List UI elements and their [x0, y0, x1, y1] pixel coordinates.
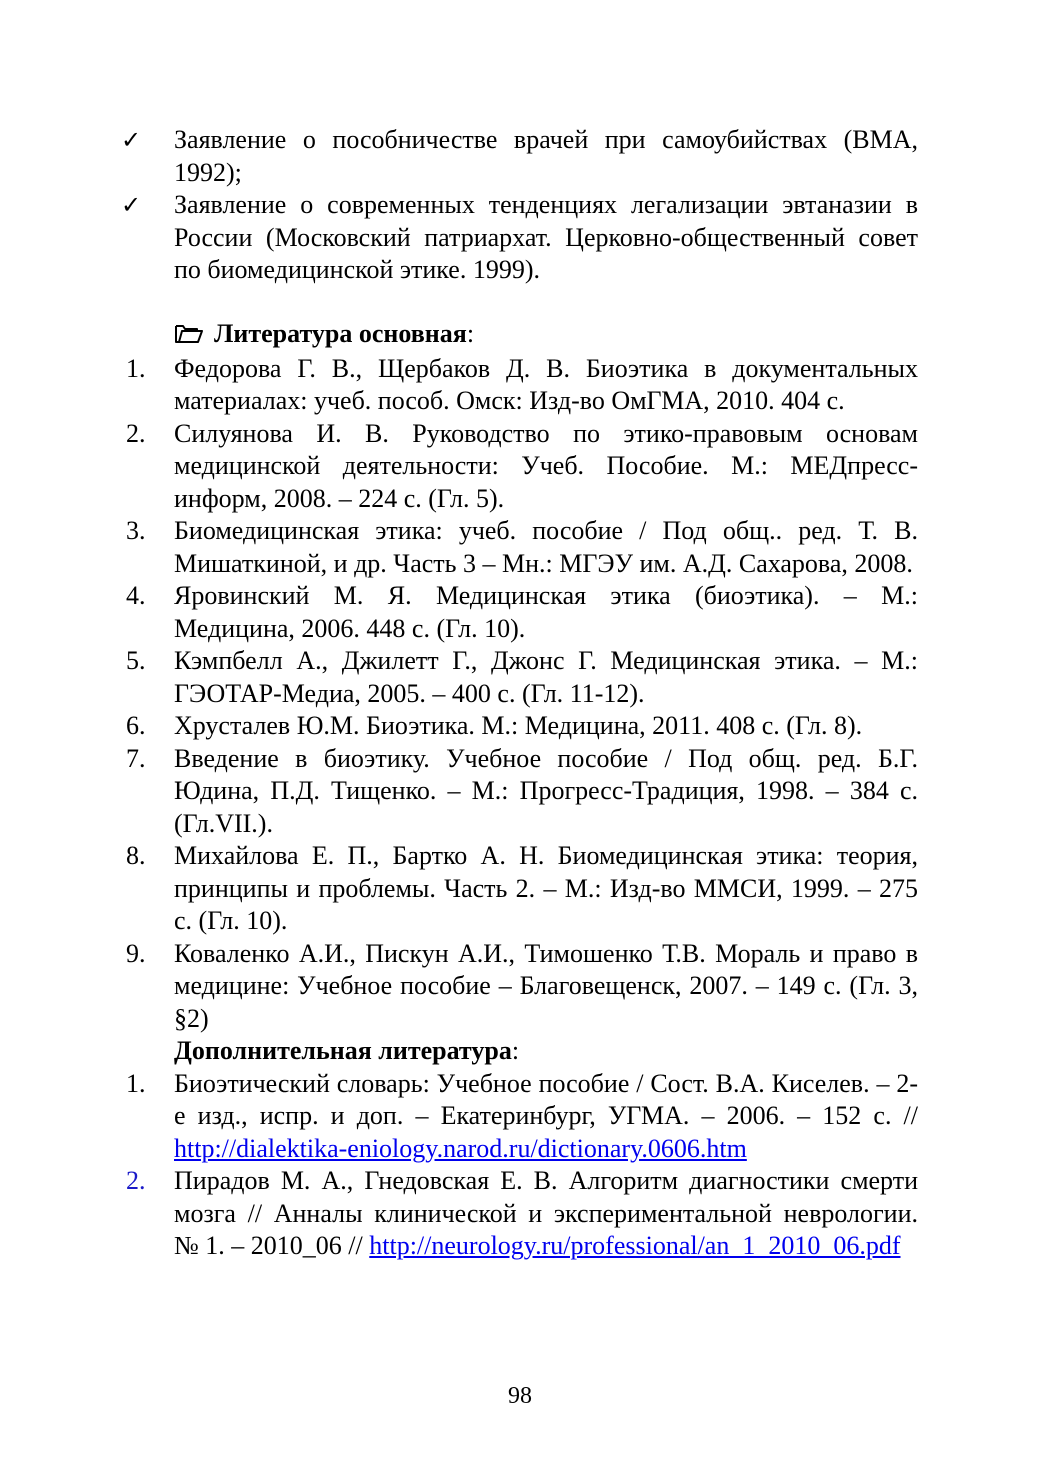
- list-item: [126, 418, 918, 516]
- dictionary-link[interactable]: http://dialektika-eniology.narod.ru/dictionary.0606.htm: [174, 1133, 747, 1163]
- list-number: 5.: [126, 646, 146, 675]
- list-item-text: Биомедицинская этика: учеб. пособие / Под общ.. ред. Т. В. Мишаткиной, и др. Часть 3 – Мн.: МГЭУ им. А.Д. Сахарова, 2008.: [174, 516, 918, 578]
- list-item-text: Коваленко А.И., Пискун А.И., Тимошенко Т.В. Мораль и право в медицине: Учебное пособие – Благовещенск, 2007. – 149 с. (Гл. 3, §2): [174, 938, 918, 1033]
- page-number: 98: [508, 1383, 532, 1409]
- additional-literature-heading: [126, 1035, 918, 1068]
- list-item: [126, 1165, 918, 1263]
- list-number: 4.: [126, 581, 146, 610]
- list-number: 2.: [126, 418, 146, 448]
- list-item: [126, 645, 918, 710]
- list-number: 9.: [126, 938, 146, 968]
- checklist-item-text: Заявление о современных тенденциях легализации эвтаназии в России (Московский патриархат. Церковно-общественный совет по биомедицинской этике. 1999).: [174, 190, 918, 284]
- checklist-item: [121, 189, 918, 287]
- list-item-text: Михайлова Е. П., Бартко А. Н. Биомедицинская этика: теория, принципы и проблемы. Часть 2. – М.: Изд-во ММСИ, 1999. – 275 с. (Гл. 10).: [174, 841, 918, 935]
- checklist-item: [121, 124, 918, 189]
- main-literature-heading: [126, 318, 918, 353]
- list-item: [126, 710, 918, 743]
- checkmark-icon: ✓: [121, 191, 142, 219]
- list-number: 8.: [126, 841, 146, 870]
- list-item: [126, 580, 918, 645]
- main-literature-section: [126, 318, 918, 1263]
- list-item: [126, 743, 918, 841]
- main-literature-title: Литература основная: [214, 319, 467, 348]
- list-number: 3.: [126, 516, 146, 545]
- list-number: 1.: [126, 353, 146, 383]
- list-item: [126, 515, 918, 580]
- list-item-text: Хрусталев Ю.М. Биоэтика. М.: Медицина, 2011. 408 с. (Гл. 8).: [174, 711, 863, 740]
- heading-colon: :: [466, 319, 475, 348]
- checkmark-icon: ✓: [121, 126, 142, 154]
- list-item: [126, 840, 918, 938]
- list-item-text: Силуянова И. В. Руководство по этико-правовым основам медицинской деятельности: Учеб. Пособие. М.: МЕДпресс-информ, 2008. – 224 с. (Гл. 5).: [174, 418, 918, 513]
- list-item-text: Пирадов М. А., Гнедовская Е. В. Алгоритм диагностики смерти мозга // Анналы клинической и экспериментальной неврологии. № 1. – 2010_06 //: [174, 1166, 918, 1260]
- neurology-pdf-link[interactable]: http://neurology.ru/professional/an_1_2010_06.pdf: [369, 1231, 901, 1260]
- list-item-text: Кэмпбелл А., Джилетт Г., Джонс Г. Медицинская этика. – М.: ГЭОТАР-Медиа, 2005. – 400 с. (Гл. 11-12).: [174, 646, 918, 708]
- list-item-text: Яровинский М. Я. Медицинская этика (биоэтика). – М.: Медицина, 2006. 448 с. (Гл. 10).: [174, 581, 918, 643]
- list-number: 7.: [126, 743, 146, 773]
- heading-colon: :: [511, 1036, 520, 1065]
- checklist-item-text: Заявление о пособничестве врачей при самоубийствах (ВМА, 1992);: [174, 125, 918, 187]
- list-item-text: Федорова Г. В., Щербаков Д. В. Биоэтика в документальных материалах: учеб. пособ. Омск: Изд-во ОмГМА, 2010. 404 с.: [174, 353, 918, 415]
- list-item: [126, 1068, 918, 1166]
- list-item: [126, 938, 918, 1036]
- list-number: 6.: [126, 711, 146, 740]
- statement-checklist: [121, 124, 918, 287]
- list-item-text: Введение в биоэтику. Учебное пособие / Под общ. ред. Б.Г. Юдина, П.Д. Тищенко. – М.: Прогресс-Традиция, 1998. – 384 с. (Гл.VII.).: [174, 743, 918, 838]
- list-item-text: Биоэтический словарь: Учебное пособие / Сост. В.А. Киселев. – 2-е изд., испр. и доп. – Екатеринбург, УГМА. – 2006. – 152 с. //: [174, 1068, 918, 1130]
- additional-literature-title: Дополнительная литература: [174, 1036, 512, 1065]
- list-number: 2.: [126, 1166, 146, 1195]
- folder-icon: [174, 320, 204, 353]
- list-item: [126, 353, 918, 418]
- list-number: 1.: [126, 1068, 146, 1098]
